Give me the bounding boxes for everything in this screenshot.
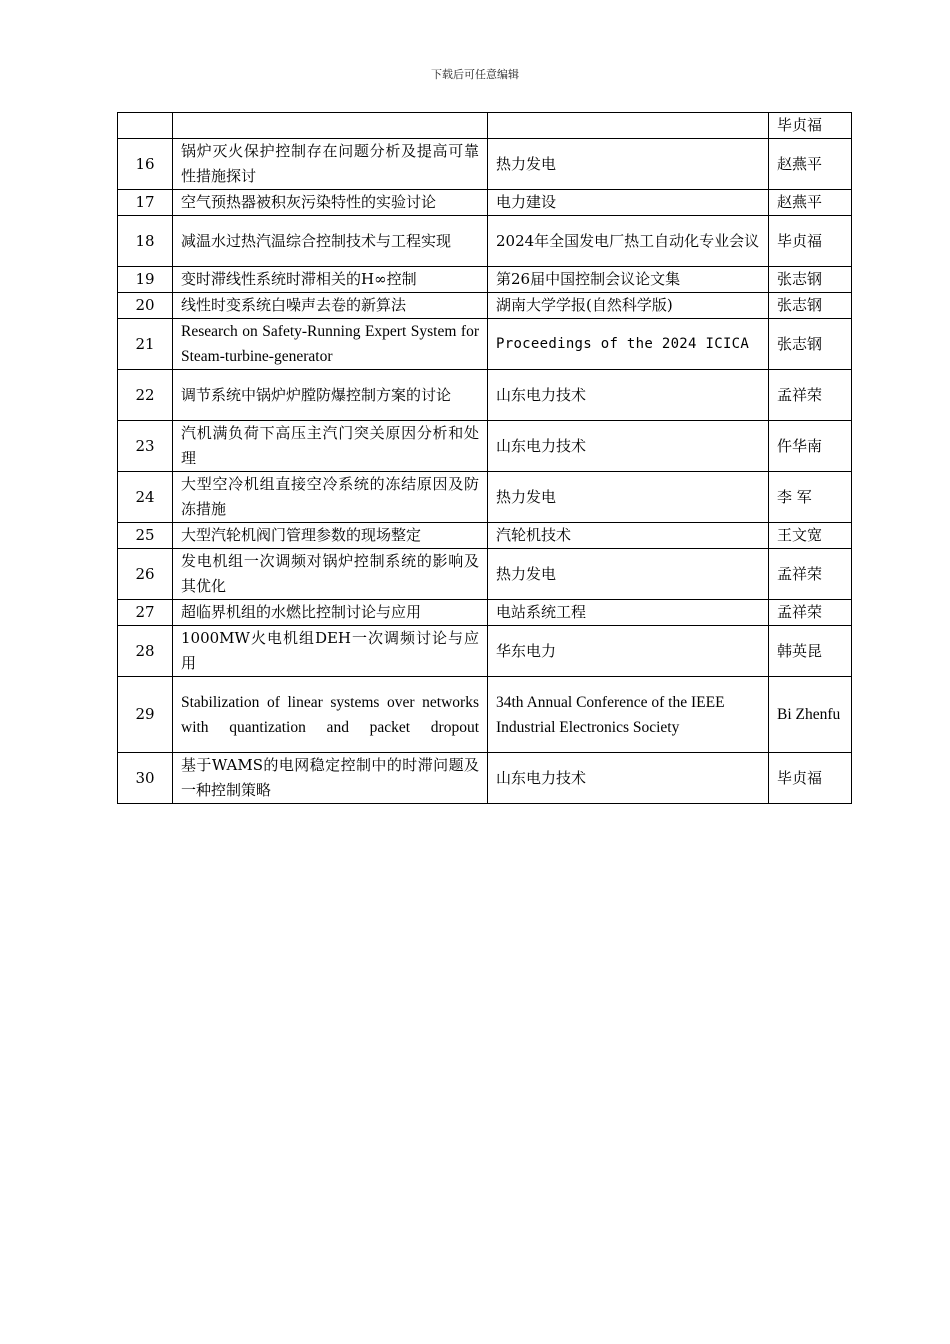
paper-title: 调节系统中锅炉炉膛防爆控制方案的讨论 [173,370,488,421]
paper-title: 锅炉灭火保护控制存在问题分析及提高可靠性措施探讨 [173,139,488,190]
row-number: 24 [118,472,173,523]
row-number: 27 [118,600,173,626]
row-number: 19 [118,267,173,293]
row-number: 30 [118,753,173,804]
row-number: 17 [118,190,173,216]
publication-venue: 2024年全国发电厂热工自动化专业会议 [488,216,769,267]
publication-venue: 热力发电 [488,472,769,523]
paper-title: Research on Safety-Running Expert System for Steam-turbine-generator [173,319,488,370]
paper-title: 超临界机组的水燃比控制讨论与应用 [173,600,488,626]
row-number: 29 [118,677,173,753]
table-row [118,319,852,370]
table-row [118,293,852,319]
paper-title: 基于WAMS的电网稳定控制中的时滞问题及一种控制策略 [173,753,488,804]
paper-title: 线性时变系统白噪声去卷的新算法 [173,293,488,319]
publication-venue [488,113,769,139]
author: 毕贞福 [769,753,852,804]
publication-table [117,112,852,804]
author: 毕贞福 [769,113,852,139]
row-number: 26 [118,549,173,600]
paper-title: 空气预热器被积灰污染特性的实验讨论 [173,190,488,216]
table-row [118,523,852,549]
publication-venue: 34th Annual Conference of the IEEE Industrial Electronics Society [488,677,769,753]
author: 孟祥荣 [769,600,852,626]
table-row [118,139,852,190]
row-number [118,113,173,139]
publication-venue: 湖南大学学报(自然科学版) [488,293,769,319]
paper-title: 变时滞线性系统时滞相关的H∞控制 [173,267,488,293]
publication-venue: 电站系统工程 [488,600,769,626]
paper-title: 发电机组一次调频对锅炉控制系统的影响及其优化 [173,549,488,600]
author: 李 军 [769,472,852,523]
author: 毕贞福 [769,216,852,267]
author: 孟祥荣 [769,549,852,600]
paper-title: 汽机满负荷下高压主汽门突关原因分析和处理 [173,421,488,472]
paper-title: 大型汽轮机阀门管理参数的现场整定 [173,523,488,549]
author: Bi Zhenfu [769,677,852,753]
author: 张志钢 [769,293,852,319]
author: 韩英昆 [769,626,852,677]
author: 仵华南 [769,421,852,472]
author: 赵燕平 [769,139,852,190]
table-row [118,190,852,216]
table-row [118,677,852,753]
publication-venue: 第26届中国控制会议论文集 [488,267,769,293]
row-number: 23 [118,421,173,472]
publication-venue: 热力发电 [488,549,769,600]
table-row [118,600,852,626]
page-header: 下载后可任意编辑 [431,68,519,81]
publication-venue: Proceedings of the 2024 ICICA [488,319,769,370]
paper-title: Stabilization of linear systems over networks with quantization and packet dropout [173,677,488,753]
paper-title [173,113,488,139]
row-number: 20 [118,293,173,319]
publication-venue: 电力建设 [488,190,769,216]
paper-title: 大型空冷机组直接空冷系统的冻结原因及防冻措施 [173,472,488,523]
table-row [118,370,852,421]
publication-venue: 山东电力技术 [488,421,769,472]
table-row [118,421,852,472]
row-number: 28 [118,626,173,677]
table-row [118,267,852,293]
table-row [118,472,852,523]
table-row [118,753,852,804]
row-number: 21 [118,319,173,370]
author: 孟祥荣 [769,370,852,421]
table-row [118,113,852,139]
author: 张志钢 [769,319,852,370]
author: 王文宽 [769,523,852,549]
paper-title: 减温水过热汽温综合控制技术与工程实现 [173,216,488,267]
author: 赵燕平 [769,190,852,216]
row-number: 16 [118,139,173,190]
publication-venue: 华东电力 [488,626,769,677]
row-number: 25 [118,523,173,549]
row-number: 18 [118,216,173,267]
publication-venue: 热力发电 [488,139,769,190]
publication-venue: 汽轮机技术 [488,523,769,549]
table-row [118,549,852,600]
table-row [118,626,852,677]
row-number: 22 [118,370,173,421]
paper-title: 1000MW火电机组DEH一次调频讨论与应用 [173,626,488,677]
publication-venue: 山东电力技术 [488,370,769,421]
table-row [118,216,852,267]
publication-venue: 山东电力技术 [488,753,769,804]
author: 张志钢 [769,267,852,293]
